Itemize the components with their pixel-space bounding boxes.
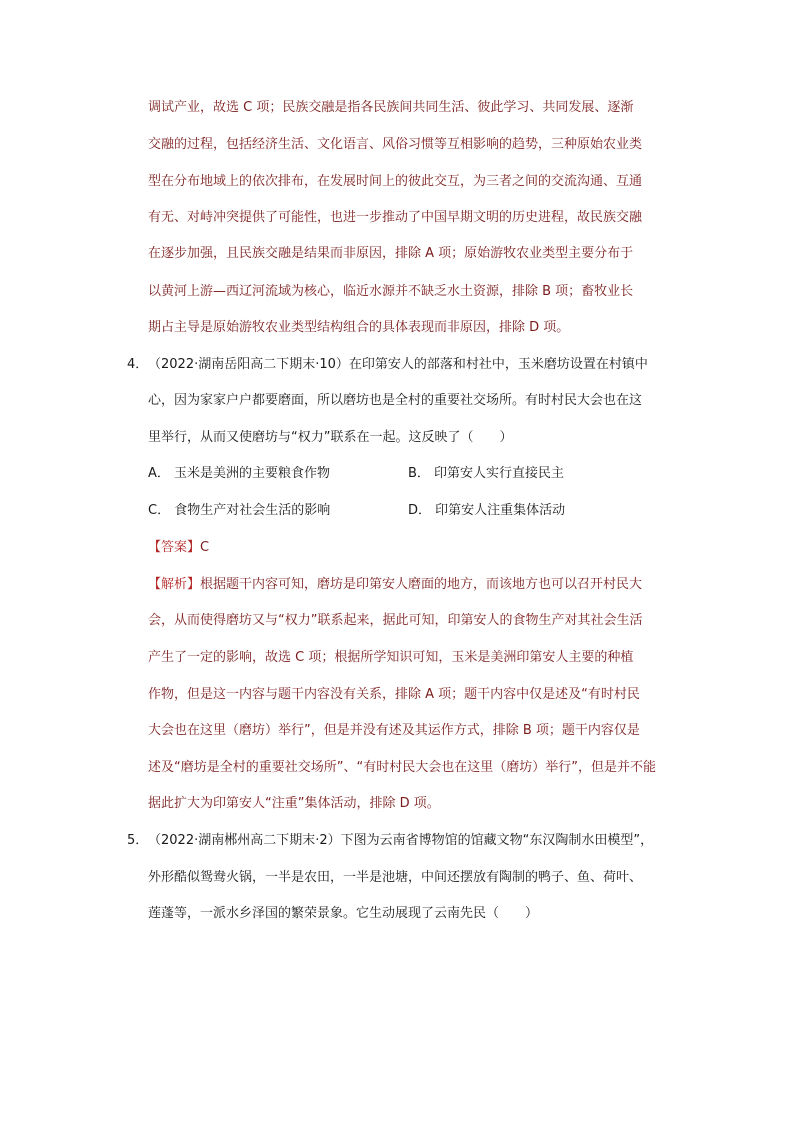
option-d: D． 印第安人注重集体活动 xyxy=(408,503,566,518)
option-c: C． 食物生产对社会生活的影响 xyxy=(148,503,331,518)
option-b: B． 印第安人实行直接民主 xyxy=(408,466,565,481)
q4-analysis-line: 会，从而使得磨坊又与“权力”联系起来，据此可知，印第安人的食物生产对其社会生活 xyxy=(148,613,643,628)
q3-analysis-line: 型在分布地域上的依次排布，在发展时间上的彼此交互，为三者之间的交流沟通、互通 xyxy=(148,174,643,189)
answer-tag: 【答案】 xyxy=(148,540,201,555)
q4-stem-line: 里举行，从而又使磨坊与“权力”联系在一起。这反映了（ ） xyxy=(148,430,513,445)
q4-analysis-line: 述及“磨坊是全村的重要社交场所”、“有时村民大会也在这里（磨坊）举行”，但是并不能 xyxy=(148,760,656,775)
q4-stem-line: （2022·湖南岳阳高二下期末·10）在印第安人的部落和村社中，玉米磨坊设置在村镇中 xyxy=(148,357,648,372)
q5-stem-line: 外形酷似鸳鸯火锅，一半是农田，一半是池塘，中间还摆放有陶制的鸭子、鱼、荷叶、 xyxy=(148,870,643,885)
q4-analysis-line: 据此扩大为印第安人“注重”集体活动，排除 D 项。 xyxy=(148,796,440,811)
q4-analysis-text: 根据题干内容可知，磨坊是印第安人磨面的地方，而该地方也可以召开村民大 xyxy=(200,577,643,592)
q4-analysis-line: 作物，但是这一内容与题干内容没有关系，排除 A 项；题干内容中仅是述及“有时村民 xyxy=(148,687,640,702)
q4-analysis-line: 大会也在这里（磨坊）举行”，但是并没有述及其运作方式，排除 B 项；题干内容仅是 xyxy=(148,723,640,738)
answer-row xyxy=(148,539,209,557)
q5-stem-line: 莲蓬等，一派水乡泽国的繁荣景象。它生动展现了云南先民（ ） xyxy=(148,906,539,921)
q3-analysis-line: 以黄河上游—西辽河流域为核心，临近水源并不缺乏水土资源，排除 B 项；畜牧业长 xyxy=(148,284,634,299)
q4-analysis-line xyxy=(148,576,642,594)
q4-analysis-line: 产生了一定的影响，故选 C 项；根据所学知识可知，玉米是美洲印第安人主要的种植 xyxy=(148,650,634,665)
analysis-tag: 【解析】 xyxy=(148,577,201,592)
question-number: 4． xyxy=(127,357,149,372)
q3-analysis-line: 在逐步加强，且民族交融是结果而非原因，排除 A 项；原始游牧农业类型主要分布于 xyxy=(148,246,634,261)
q4-stem-line: 心，因为家家户户都要磨面，所以磨坊也是全村的重要社交场所。有时村民大会也在这 xyxy=(148,393,643,408)
option-a: A． 玉米是美洲的主要粮食作物 xyxy=(148,466,331,481)
q3-analysis-line: 期占主导是原始游牧农业类型结构组合的具体表现而非原因，排除 D 项。 xyxy=(148,320,570,335)
q3-analysis-line: 调试产业，故选 C 项；民族交融是指各民族间共同生活、彼此学习、共同发展、逐渐 xyxy=(148,100,634,115)
answer-value: C xyxy=(200,540,210,555)
q3-analysis-line: 有无、对峙冲突提供了可能性，也进一步推动了中国早期文明的历史进程，故民族交融 xyxy=(148,210,643,225)
q3-analysis-line: 交融的过程，包括经济生活、文化语言、风俗习惯等互相影响的趋势，三种原始农业类 xyxy=(148,137,643,152)
q5-stem-line: （2022·湖南郴州高二下期末·2）下图为云南省博物馆的馆藏文物“东汉陶制水田模型”， xyxy=(148,833,654,848)
question-number: 5． xyxy=(127,833,149,848)
